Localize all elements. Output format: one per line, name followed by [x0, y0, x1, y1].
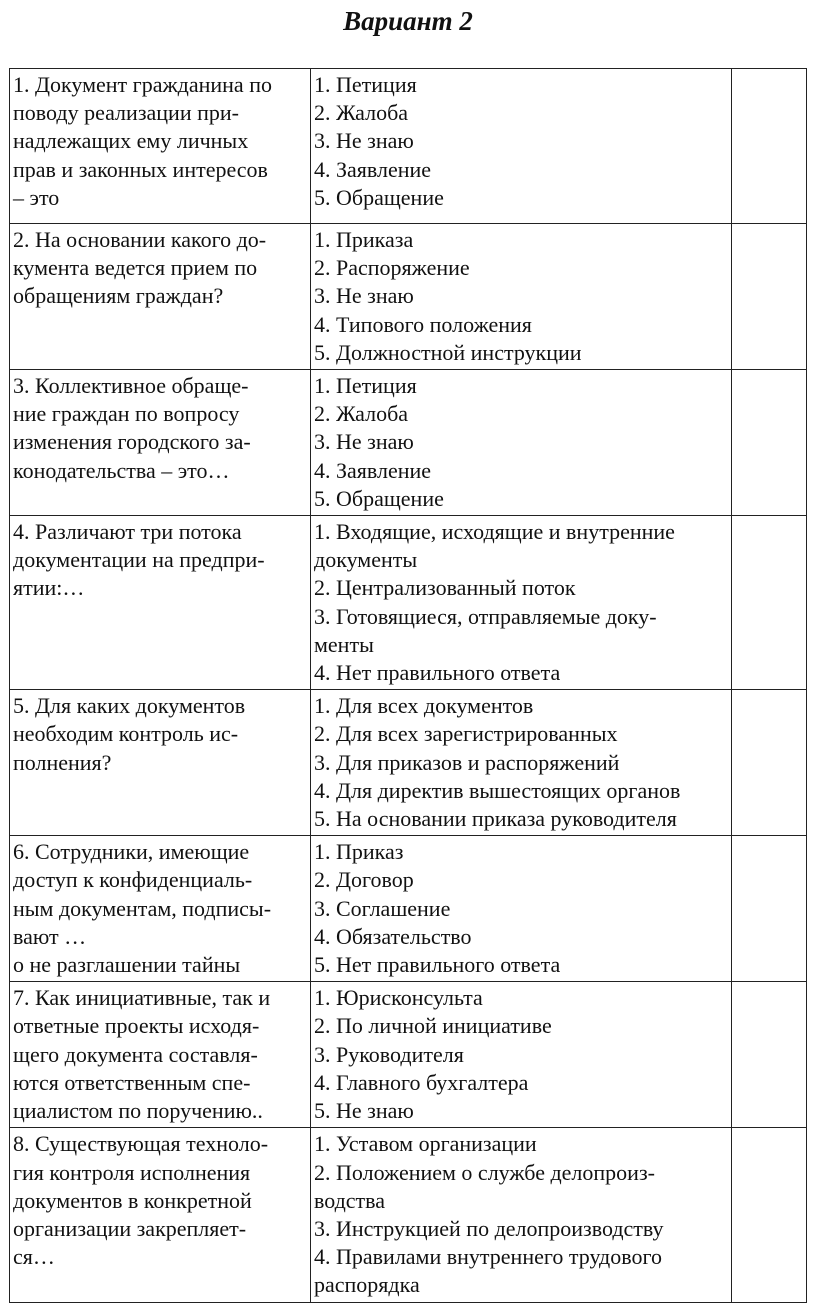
question-row	[10, 836, 807, 982]
option-item	[314, 311, 729, 339]
option-text: Типового положения	[336, 311, 532, 337]
options-cell	[311, 516, 732, 690]
question-text-line: документации на предпри-	[13, 547, 265, 573]
option-item	[314, 1012, 729, 1040]
option-number: 4.	[314, 311, 331, 337]
question-text-line: ся…	[13, 1244, 55, 1270]
option-text-continuation: распорядка	[314, 1272, 420, 1298]
option-item	[314, 1130, 729, 1158]
question-text-line: организации закрепляет-	[13, 1215, 247, 1241]
option-number: 1.	[314, 373, 331, 399]
question-cell	[10, 1128, 311, 1303]
answer-cell[interactable]	[732, 516, 807, 690]
question-text-line: конодательства – это…	[13, 457, 230, 483]
option-number: 4.	[314, 156, 331, 182]
option-item	[314, 777, 729, 805]
option-text: На основании приказа руководителя	[336, 806, 677, 832]
options-list	[314, 226, 729, 367]
options-cell	[311, 224, 732, 370]
options-list	[314, 1130, 729, 1299]
option-item	[314, 603, 729, 659]
option-item	[314, 1069, 729, 1097]
option-item	[314, 254, 729, 282]
options-list	[314, 692, 729, 833]
options-list	[314, 984, 729, 1125]
option-text: Главного бухгалтера	[336, 1069, 529, 1095]
option-text: Уставом организации	[336, 1131, 537, 1157]
option-number: 3.	[314, 283, 331, 309]
option-item	[314, 895, 729, 923]
option-item	[314, 923, 729, 951]
option-number: 4.	[314, 660, 331, 686]
question-text-line: ным документам, подписы-	[13, 895, 272, 921]
option-text: Для всех зарегистрированных	[336, 721, 618, 747]
question-row	[10, 224, 807, 370]
option-text-continuation: менты	[314, 631, 374, 657]
option-text: Петиция	[336, 373, 417, 399]
option-item	[314, 805, 729, 833]
option-text: Приказ	[336, 839, 404, 865]
options-cell	[311, 690, 732, 836]
question-text-line: 3. Коллективное обраще-	[13, 373, 249, 399]
option-item	[314, 984, 729, 1012]
option-number: 1.	[314, 839, 331, 865]
option-number: 5.	[314, 952, 331, 978]
option-item	[314, 1097, 729, 1125]
option-number: 4.	[314, 923, 331, 949]
option-text: Обращение	[336, 184, 444, 210]
option-item	[314, 1041, 729, 1069]
option-text: Обязательство	[336, 923, 472, 949]
option-item	[314, 485, 729, 513]
question-row	[10, 982, 807, 1128]
question-text-line: 1. Документ гражданина по	[13, 72, 272, 97]
option-text: Не знаю	[336, 283, 414, 309]
option-text: Петиция	[336, 72, 417, 97]
option-number: 2.	[314, 1159, 331, 1185]
option-text: Руководителя	[336, 1041, 464, 1067]
question-cell	[10, 982, 311, 1128]
option-item	[314, 1215, 729, 1243]
option-item	[314, 518, 729, 574]
option-text: Распоряжение	[336, 255, 470, 281]
option-text: Инструкцией по делопроизводству	[336, 1215, 664, 1241]
question-text-line: обращениям граждан?	[13, 283, 224, 309]
option-text: Юрисконсульта	[336, 985, 483, 1011]
option-item	[314, 339, 729, 367]
option-text: Не знаю	[336, 128, 414, 154]
option-text: Приказа	[336, 227, 414, 252]
option-number: 2.	[314, 575, 331, 601]
question-row	[10, 69, 807, 224]
option-item	[314, 659, 729, 687]
quiz-table-body	[10, 69, 807, 1303]
option-number: 1.	[314, 519, 331, 545]
question-row	[10, 370, 807, 516]
question-row	[10, 516, 807, 690]
question-text-line: 4. Различают три потока	[13, 519, 242, 545]
question-text-line: вают …	[13, 923, 87, 949]
question-cell	[10, 690, 311, 836]
option-item	[314, 127, 729, 155]
option-text: Должностной инструкции	[336, 339, 582, 365]
option-item	[314, 400, 729, 428]
options-list	[314, 518, 729, 687]
option-number: 2.	[314, 255, 331, 281]
option-number: 3.	[314, 895, 331, 921]
question-row	[10, 1128, 807, 1303]
option-item	[314, 372, 729, 400]
option-number: 1.	[314, 72, 331, 97]
answer-cell[interactable]	[732, 836, 807, 982]
question-cell	[10, 516, 311, 690]
option-item	[314, 226, 729, 254]
option-text: Обращение	[336, 485, 444, 511]
option-text: Положением о службе делопроиз-	[336, 1159, 655, 1185]
options-cell	[311, 836, 732, 982]
options-cell	[311, 1128, 732, 1303]
question-text-line: поводу реализации при-	[13, 100, 239, 126]
question-text-line: доступ к конфиденциаль-	[13, 867, 253, 893]
option-item	[314, 99, 729, 127]
option-text: Не знаю	[336, 1098, 414, 1124]
quiz-table	[9, 68, 807, 1303]
question-text-line: 7. Как инициативные, так и	[13, 985, 271, 1011]
question-cell	[10, 69, 311, 224]
option-text: Не знаю	[336, 429, 414, 455]
option-number: 4.	[314, 1244, 331, 1270]
question-text-line: 8. Существующая техноло-	[13, 1131, 269, 1157]
option-number: 5.	[314, 339, 331, 365]
option-text-continuation: водства	[314, 1187, 386, 1213]
option-number: 3.	[314, 1215, 331, 1241]
question-text-line: циалистом по поручению..	[13, 1098, 263, 1124]
question-text-line: ятии:…	[13, 575, 85, 601]
option-text: По личной инициативе	[336, 1013, 552, 1039]
option-item	[314, 866, 729, 894]
option-text: Нет правильного ответа	[336, 660, 561, 686]
option-number: 2.	[314, 1013, 331, 1039]
question-text-line: прав и законных интересов	[13, 156, 268, 182]
option-number: 1.	[314, 693, 331, 719]
question-text-line: ние граждан по вопросу	[13, 401, 240, 427]
option-text: Жалоба	[336, 401, 409, 427]
option-number: 2.	[314, 867, 331, 893]
option-text: Централизованный поток	[336, 575, 576, 601]
option-item	[314, 749, 729, 777]
option-number: 3.	[314, 429, 331, 455]
answer-cell[interactable]	[732, 1128, 807, 1303]
option-number: 3.	[314, 1041, 331, 1067]
question-text-line: ются ответственным спе-	[13, 1069, 251, 1095]
question-cell	[10, 370, 311, 516]
option-number: 4.	[314, 777, 331, 803]
question-cell	[10, 224, 311, 370]
option-number: 1.	[314, 1131, 331, 1157]
option-number: 2.	[314, 100, 331, 126]
question-text-line: 2. На основании какого до-	[13, 227, 267, 252]
option-item	[314, 951, 729, 979]
question-row	[10, 690, 807, 836]
option-text: Для всех документов	[336, 693, 534, 719]
option-item	[314, 428, 729, 456]
option-item	[314, 720, 729, 748]
option-number: 4.	[314, 457, 331, 483]
option-text: Готовящиеся, отправляемые доку-	[336, 603, 657, 629]
option-item	[314, 838, 729, 866]
option-item	[314, 1243, 729, 1299]
question-text-line: документов в конкретной	[13, 1187, 252, 1213]
options-cell	[311, 370, 732, 516]
option-item	[314, 457, 729, 485]
question-cell	[10, 836, 311, 982]
option-item	[314, 574, 729, 602]
question-text-line: о не разглашении тайны	[13, 952, 241, 978]
question-text-line: кумента ведется прием по	[13, 255, 258, 281]
question-text-line: 5. Для каких документов	[13, 693, 246, 719]
option-text: Правилами внутреннего трудового	[336, 1244, 662, 1270]
option-text-continuation: документы	[314, 547, 418, 573]
question-text-line: щего документа составля-	[13, 1041, 258, 1067]
option-number: 5.	[314, 1098, 331, 1124]
option-text: Заявление	[336, 457, 432, 483]
option-item	[314, 282, 729, 310]
question-text-line: гия контроля исполнения	[13, 1159, 251, 1185]
option-number: 1.	[314, 985, 331, 1011]
option-item	[314, 1159, 729, 1215]
option-text: Для директив вышестоящих органов	[336, 777, 681, 803]
option-number: 5.	[314, 806, 331, 832]
option-text: Жалоба	[336, 100, 409, 126]
answer-cell[interactable]	[732, 690, 807, 836]
answer-cell[interactable]	[732, 982, 807, 1128]
option-text: Соглашение	[336, 895, 451, 921]
option-text: Нет правильного ответа	[336, 952, 561, 978]
options-cell	[311, 69, 732, 224]
option-number: 5.	[314, 485, 331, 511]
option-item	[314, 71, 729, 99]
option-text: Договор	[336, 867, 414, 893]
question-text-line: надлежащих ему личных	[13, 128, 249, 154]
option-number: 3.	[314, 603, 331, 629]
option-text: Заявление	[336, 156, 432, 182]
options-list	[314, 838, 729, 979]
option-text: Входящие, исходящие и внутренние	[336, 519, 675, 545]
option-item	[314, 692, 729, 720]
answer-cell[interactable]	[732, 69, 807, 224]
option-number: 5.	[314, 184, 331, 210]
options-list	[314, 71, 729, 212]
question-text-line: полнения?	[13, 749, 112, 775]
question-text-line: ответные проекты исходя-	[13, 1013, 260, 1039]
option-item	[314, 184, 729, 212]
question-text-line: необходим контроль ис-	[13, 721, 239, 747]
option-number: 3.	[314, 749, 331, 775]
page-title: Вариант 2	[343, 6, 473, 36]
question-text-line: 6. Сотрудники, имеющие	[13, 839, 250, 865]
answer-cell[interactable]	[732, 370, 807, 516]
option-number: 2.	[314, 401, 331, 427]
option-number: 2.	[314, 721, 331, 747]
question-text-line: изменения городского за-	[13, 429, 251, 455]
option-number: 4.	[314, 1069, 331, 1095]
option-number: 1.	[314, 227, 331, 252]
answer-cell[interactable]	[732, 224, 807, 370]
option-number: 3.	[314, 128, 331, 154]
option-item	[314, 156, 729, 184]
options-list	[314, 372, 729, 513]
question-text-line: – это	[13, 184, 60, 210]
option-text: Для приказов и распоряжений	[336, 749, 620, 775]
options-cell	[311, 982, 732, 1128]
